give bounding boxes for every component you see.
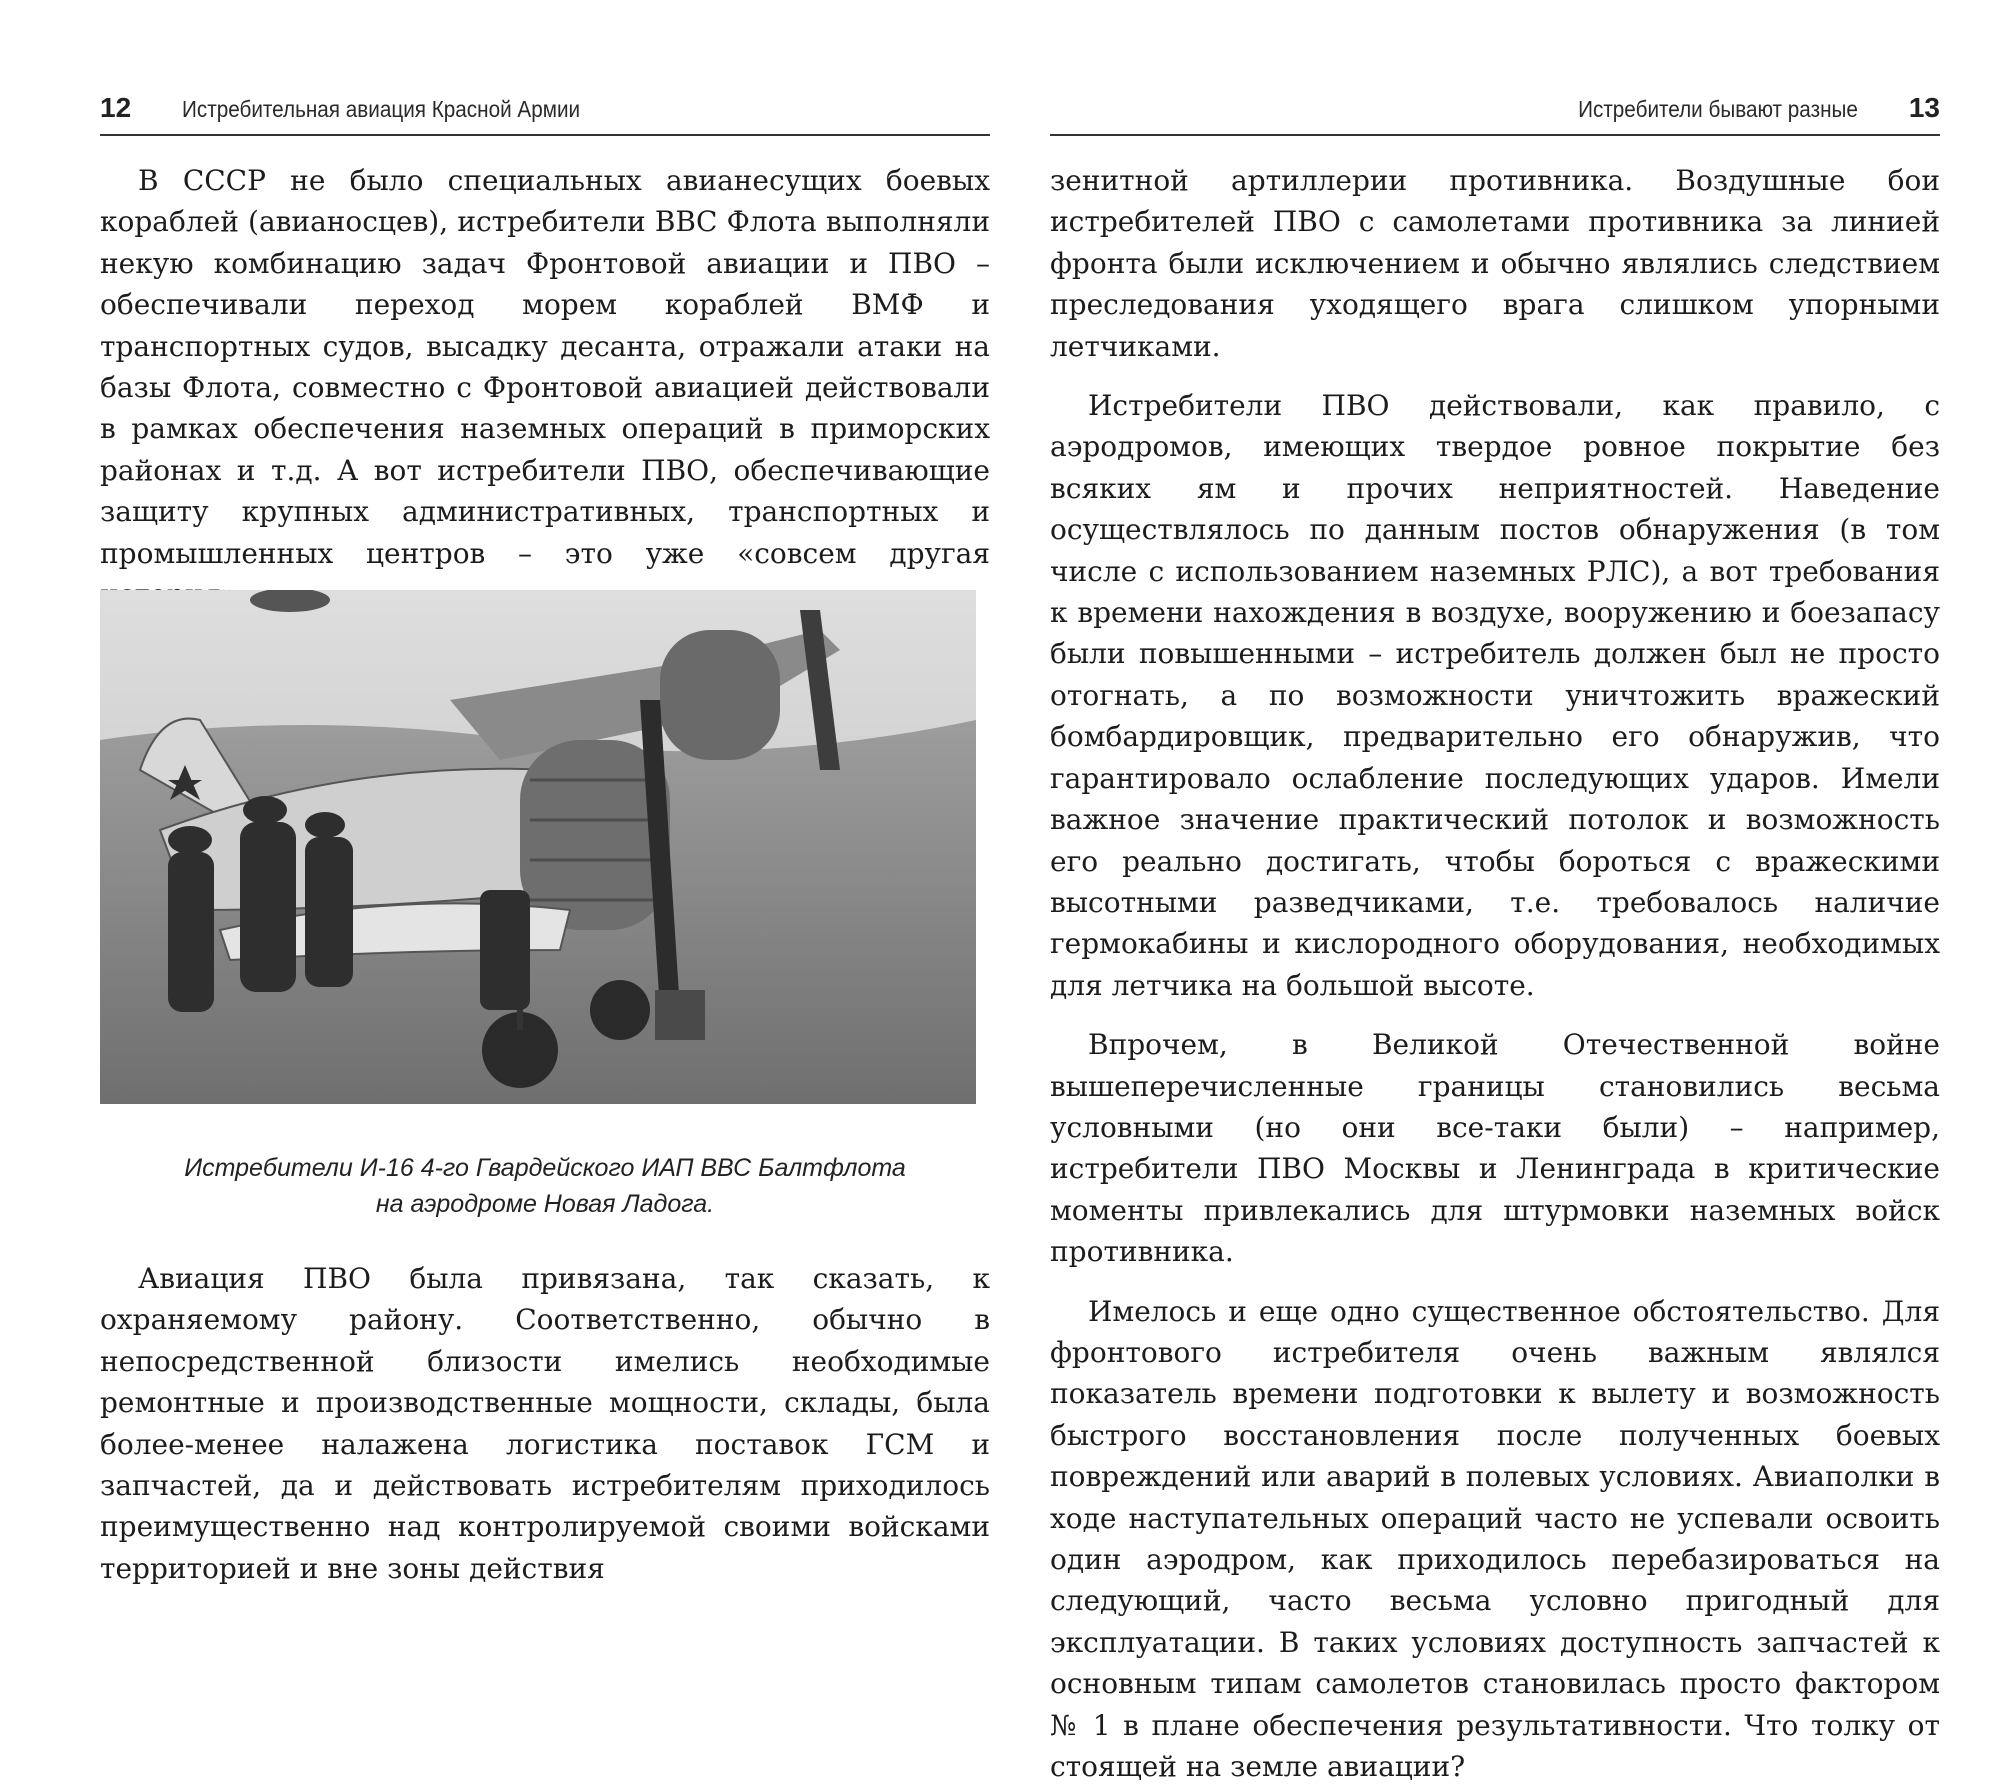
left-paragraph-2: Авиация ПВО была привязана, так сказать, к охраняемому району. Соответственно, обычно в непосредственной близости имелись необходимые ремонтные и производственные мощности, склады, была более-менее налажена логистика поставок ГСМ и запчастей, да и действовать истребителям приходилось преимущественно над контролируемой своими войсками территорией и вне зоны действия xyxy=(100,1262,990,1585)
photo-caption xyxy=(100,1150,990,1222)
photo-caption-line-1: Истребители И-16 4-го Гвардейского ИАП ВВС Балтфлота xyxy=(184,1154,906,1182)
right-page xyxy=(1050,0,1940,1784)
right-page-number: 13 xyxy=(1908,92,1940,123)
left-page xyxy=(100,0,990,1635)
right-paragraph-2: Впрочем, в Великой Отечественной войне вышеперечисленные границы становились весьма условными (но они все-таки были) – например, истребители ПВО Москвы и Ленинграда в критические моменты привлекались для штурмовки наземных войск противника. xyxy=(1050,1028,1940,1269)
left-paragraph-1: В СССР не было специальных авианесущих боевых кораблей (авианосцев), истребители ВВС Флота выполняли некую комбинацию задач Фронтовой авиации и ПВО – обеспечивали переход морем кораблей ВМФ и транспортных судов, высадку десанта, отражали атаки на базы Флота, совместно с Фронтовой авиацией действовали в рамках обеспечения наземных операций в приморских районах и т.д. А вот истребители ПВО, обеспечивающие защиту крупных административных, транспортных и промышленных центров – это уже «совсем другая xyxy=(100,164,990,570)
right-text xyxy=(1050,160,1940,1787)
photo-illustration xyxy=(100,590,976,1104)
left-running-title: Истребительная авиация Красной Армии xyxy=(182,96,581,122)
left-page-number: 12 xyxy=(100,92,132,123)
i16-fighters-photo xyxy=(100,590,976,1104)
right-paragraph-3: Имелось и еще одно существенное обстоятельство. Для фронтового истребителя очень важным являлся показатель времени подготовки к вылету и возможность быстрого восстановления после полученных боевых повреждений или аварий в полевых условиях. Авиаполки в ходе наступательных операций часто не успевали освоить один аэродром, как приходилось перебазироваться на следующий, часто весьма условно пригодный для эксплуатации. В таких условиях доступность запчастей к основным типам самолетов становилась просто фактором № 1 в плане обеспечения результативности. Что толку от стоящей на земле авиации? xyxy=(1050,1294,1940,1784)
left-running-head xyxy=(100,88,990,136)
photo-caption-line-2: на аэродроме Новая Ладога. xyxy=(375,1190,715,1218)
left-text-bottom xyxy=(100,1258,990,1589)
right-running-title: Истребители бывают разные xyxy=(1578,96,1858,122)
right-paragraph-1: Истребители ПВО действовали, как правило, с аэродромов, имеющих твердое ровное покрытие без всяких ям и прочих неприятностей. Наведение осуществлялось по данным постов обнаружения (в том числе с использованием наземных РЛС), а вот требования к времени нахождения в воздухе, вооружению и боезапасу были повышенными – истребитель должен был не просто отогнать, а по возможности уничтожить вражеский бомбардировщик, предварительно его обнаружив, что гарантировало ослабление последующих ударов. Имели важное значение практический потолок и возможность его реально достигать, чтобы бороться с вражескими высотными разведчиками, т.е. требовалось наличие гермокабины и кислородного оборудования, необходимых для летчика на большой высоте. xyxy=(1050,389,1940,1002)
left-text-top xyxy=(100,160,990,615)
right-paragraph-continuation: зенитной артиллерии противника. Воздушные бои истребителей ПВО с самолетами противника за линией фронта были исключением и обычно являлись следствием преследования уходящего врага слишком упорными летчиками. xyxy=(1050,164,1940,363)
right-running-head xyxy=(1050,88,1940,136)
